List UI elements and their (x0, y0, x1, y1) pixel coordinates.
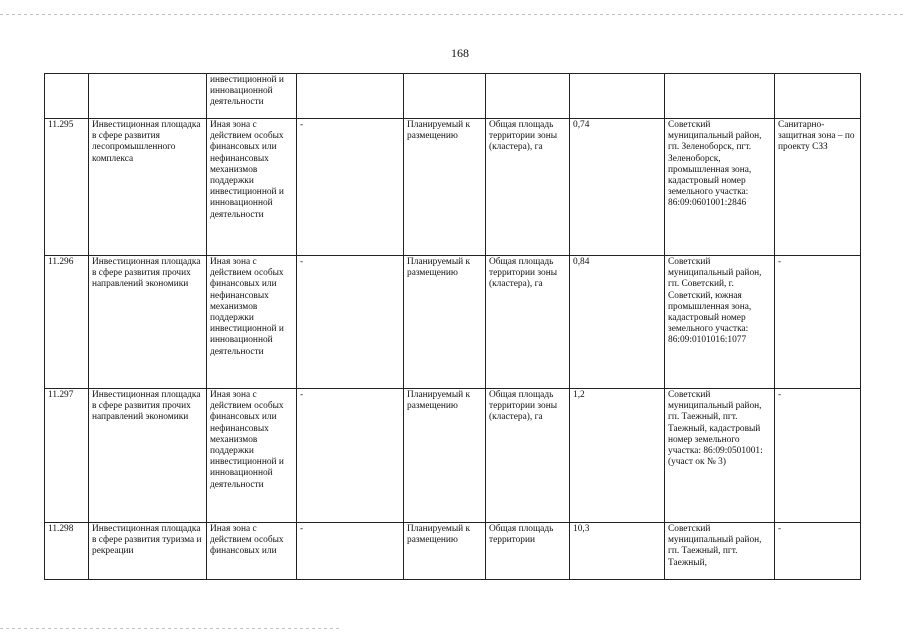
cell-param: Общая площадь территории зоны (кластера), га (486, 256, 570, 389)
cell-value: 1,2 (570, 389, 665, 523)
cell-location (665, 74, 775, 119)
table-row (45, 119, 861, 256)
cell-status: Планируемый к размещению (404, 523, 486, 580)
scan-artifact-top (0, 14, 905, 15)
cell-num: 11.297 (45, 389, 89, 523)
cell-param (486, 74, 570, 119)
cell-name (89, 74, 207, 119)
cell-c4 (297, 74, 404, 119)
cell-num: 11.298 (45, 523, 89, 580)
table-row (45, 256, 861, 389)
cell-num: 11.296 (45, 256, 89, 389)
cell-type: Иная зона с действием особых финансовых или нефинансовых механизмов поддержки инвестиционной и инновационной деятельности (207, 119, 297, 256)
cell-zone (775, 74, 861, 119)
cell-status: Планируемый к размещению (404, 389, 486, 523)
cell-zone: - (775, 256, 861, 389)
scan-artifact-bottom (0, 628, 340, 629)
cell-param: Общая площадь территории зоны (кластера), га (486, 389, 570, 523)
cell-value: 10,3 (570, 523, 665, 580)
cell-value: 0,74 (570, 119, 665, 256)
table-row (45, 389, 861, 523)
cell-c4: - (297, 389, 404, 523)
table-row (45, 523, 861, 580)
cell-name: Инвестиционная площадка в сфере развития прочих направлений экономики (89, 389, 207, 523)
cell-value (570, 74, 665, 119)
cell-name: Инвестиционная площадка в сфере развития туризма и рекреации (89, 523, 207, 580)
cell-type: Иная зона с действием особых финансовых или (207, 523, 297, 580)
cell-zone: - (775, 523, 861, 580)
cell-status: Планируемый к размещению (404, 256, 486, 389)
cell-zone: Санитарно-защитная зона – по проекту СЗЗ (775, 119, 861, 256)
cell-location: Советский муниципальный район, гп. Таежный, пгт. Таежный, кадастровый номер земельного участка: 86:09:0501001:(участ ок № 3) (665, 389, 775, 523)
cell-type: Иная зона с действием особых финансовых или нефинансовых механизмов поддержки инвестиционной и инновационной деятельности (207, 389, 297, 523)
cell-status: Планируемый к размещению (404, 119, 486, 256)
cell-c4: - (297, 523, 404, 580)
cell-num (45, 74, 89, 119)
cell-value: 0,84 (570, 256, 665, 389)
cell-param: Общая площадь территории зоны (кластера), га (486, 119, 570, 256)
cell-c4: - (297, 119, 404, 256)
cell-c4: - (297, 256, 404, 389)
zones-table (44, 73, 861, 580)
cell-name: Инвестиционная площадка в сфере развития прочих направлений экономики (89, 256, 207, 389)
cell-status (404, 74, 486, 119)
cell-type: Иная зона с действием особых финансовых или нефинансовых механизмов поддержки инвестиционной и инновационной деятельности (207, 256, 297, 389)
cell-param: Общая площадь территории (486, 523, 570, 580)
cell-location: Советский муниципальный район, гп. Таежный, пгт. Таежный, (665, 523, 775, 580)
cell-zone: - (775, 389, 861, 523)
page-number: 168 (451, 46, 469, 60)
cell-name: Инвестиционная площадка в сфере развития лесопромышленного комплекса (89, 119, 207, 256)
cell-location: Советский муниципальный район, гп. Советский, г. Советский, южная промышленная зона, кадастровый номер земельного участка: 86:09:0101016:1077 (665, 256, 775, 389)
cell-type: инвестиционной и инновационной деятельности (207, 74, 297, 119)
cell-num: 11.295 (45, 119, 89, 256)
cell-location: Советский муниципальный район, гп. Зеленоборск, пгт. Зеленоборск, промышленная зона, кадастровый номер земельного участка: 86:09:0601001:2846 (665, 119, 775, 256)
table-row-continuation (45, 74, 861, 119)
